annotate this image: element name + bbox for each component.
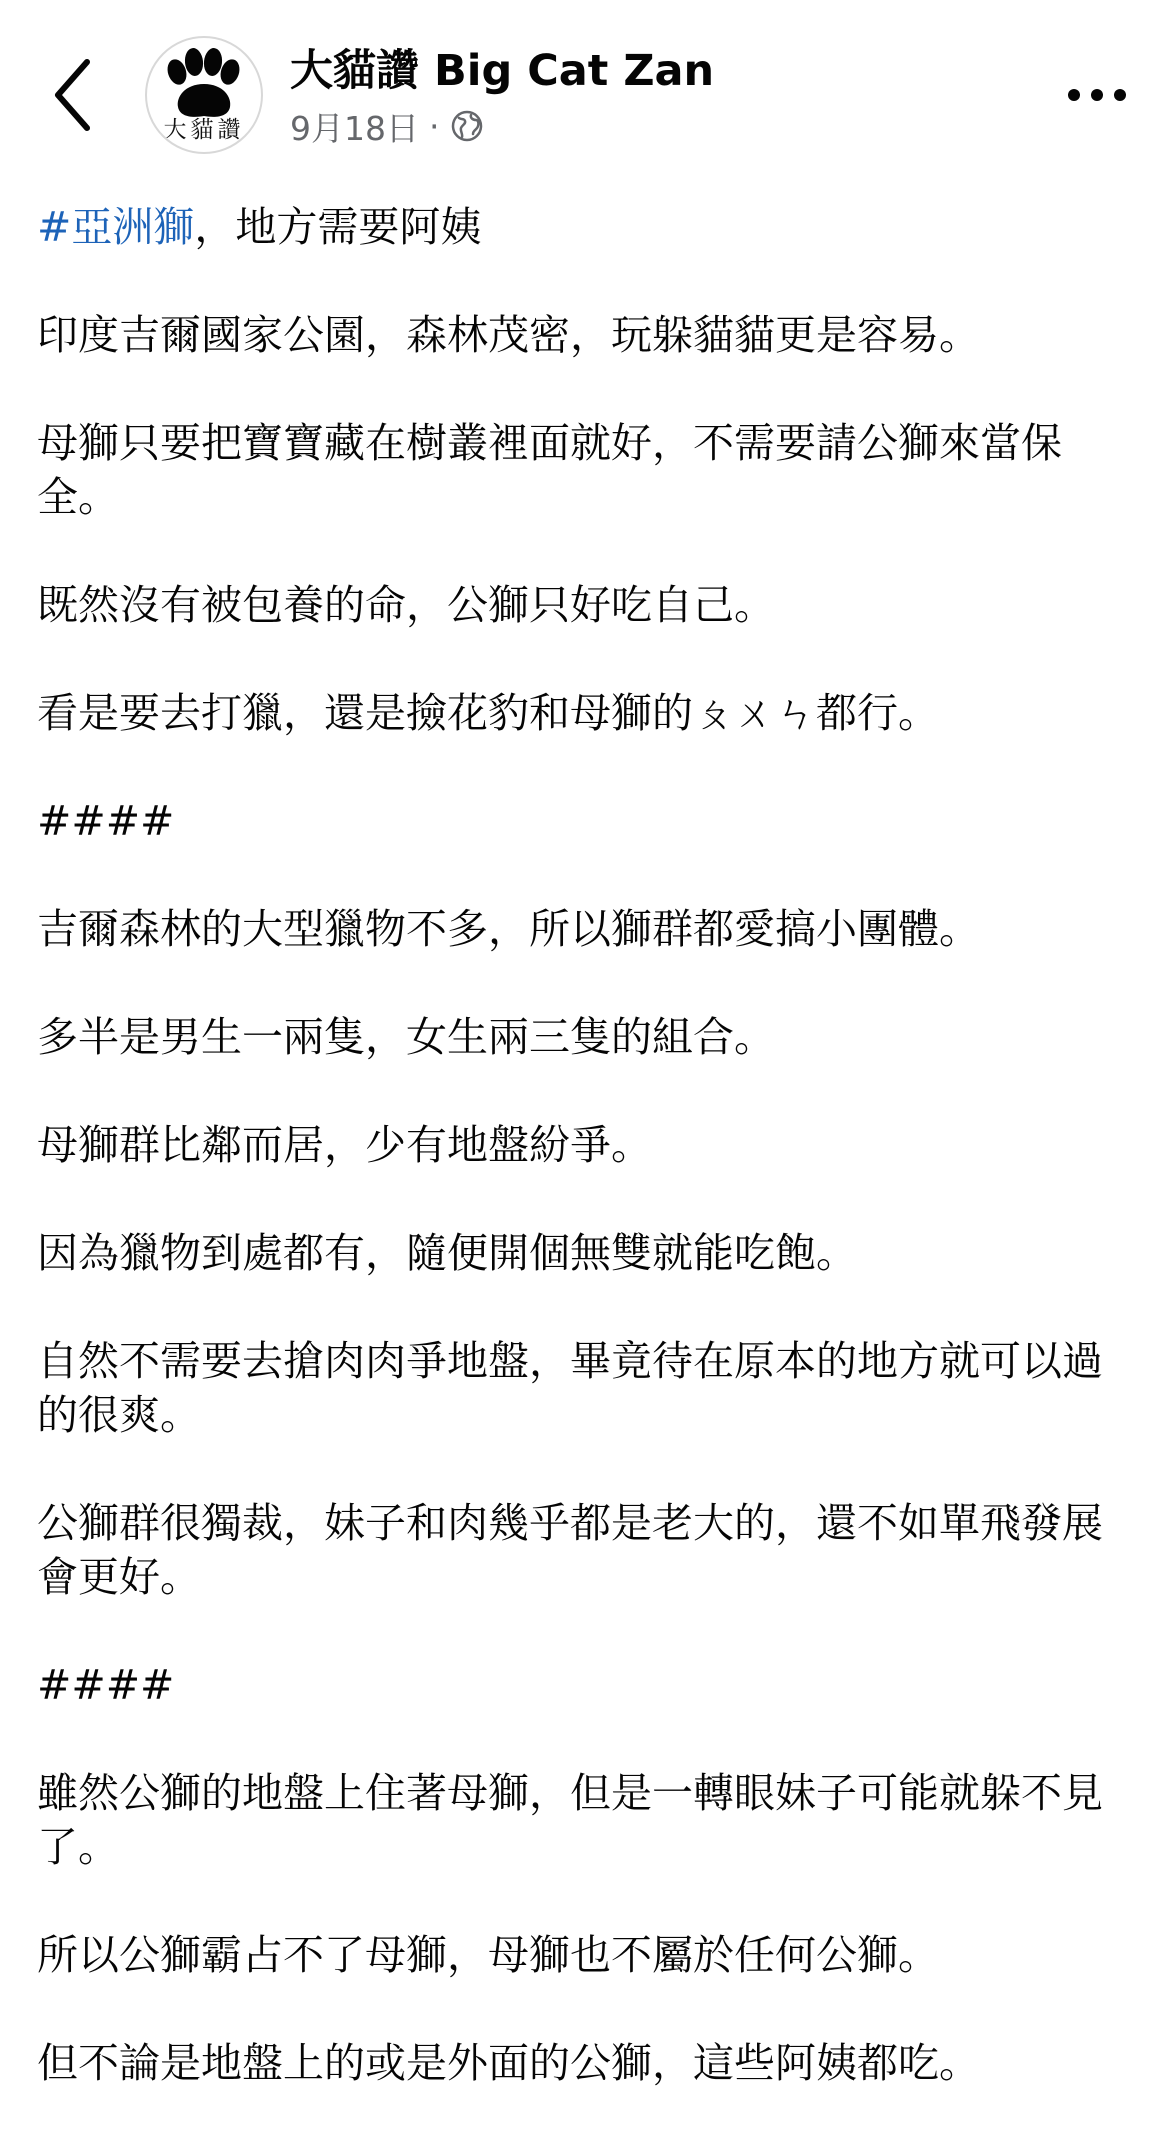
post-title (37, 200, 1137, 254)
post-paragraph: 所以公獅霸占不了母獅，母獅也不屬於任何公獅。 (37, 1931, 939, 1979)
more-horizontal-icon (1067, 88, 1127, 102)
post-paragraph: 自然不需要去搶肉肉爭地盤，畢竟待在原本的地方就可以過的很爽。 (37, 1337, 1103, 1439)
post-paragraph: 母獅只要把寶寶藏在樹叢裡面就好，不需要請公獅來當保全。 (37, 419, 1062, 521)
chevron-left-icon (53, 58, 93, 132)
post-paragraph: 母獅群比鄰而居，少有地盤紛爭。 (37, 1121, 652, 1169)
post-header (0, 0, 1170, 180)
section-divider: #### (37, 797, 175, 845)
post-title-text: ，地方需要阿姨 (194, 203, 482, 251)
post-paragraph: 但不論是地盤上的或是外面的公獅，這些阿姨都吃。 (37, 2039, 980, 2087)
post-paragraph: 吉爾森林的大型獵物不多，所以獅群都愛搞小團體。 (37, 905, 980, 953)
post-paragraph: 印度吉爾國家公園，森林茂密，玩躲貓貓更是容易。 (37, 311, 980, 359)
post-paragraph: 公獅群很獨裁，妹子和肉幾乎都是老大的，還不如單飛發展會更好。 (37, 1499, 1103, 1601)
back-button[interactable] (38, 55, 108, 135)
section-divider: #### (37, 1661, 175, 1709)
post-date[interactable]: 9月18日 (290, 108, 419, 148)
hashtag-link[interactable]: #亞洲獅 (37, 203, 195, 251)
page-name[interactable]: 大貓讚 Big Cat Zan (290, 46, 715, 96)
avatar[interactable] (145, 36, 263, 154)
post-paragraph: 多半是男生一兩隻，女生兩三隻的組合。 (37, 1013, 775, 1061)
post-paragraph: 雖然公獅的地盤上住著母獅，但是一轉眼妹子可能就躲不見了。 (37, 1769, 1103, 1871)
more-options-button[interactable] (1060, 70, 1134, 120)
globe-icon (450, 109, 484, 143)
post-meta (290, 103, 484, 149)
post-paragraph: 因為獵物到處都有，隨便開個無雙就能吃飽。 (37, 1229, 857, 1277)
meta-separator: · (429, 106, 440, 146)
post-body (37, 200, 1137, 2144)
post-paragraph: 既然沒有被包養的命，公獅只好吃自己。 (37, 581, 775, 629)
post-paragraph: 看是要去打獵，還是撿花豹和母獅的ㄆㄨㄣ都行。 (37, 689, 939, 737)
paw-print-icon (147, 42, 261, 122)
avatar-logo-text: 大貓讚 (163, 117, 245, 143)
